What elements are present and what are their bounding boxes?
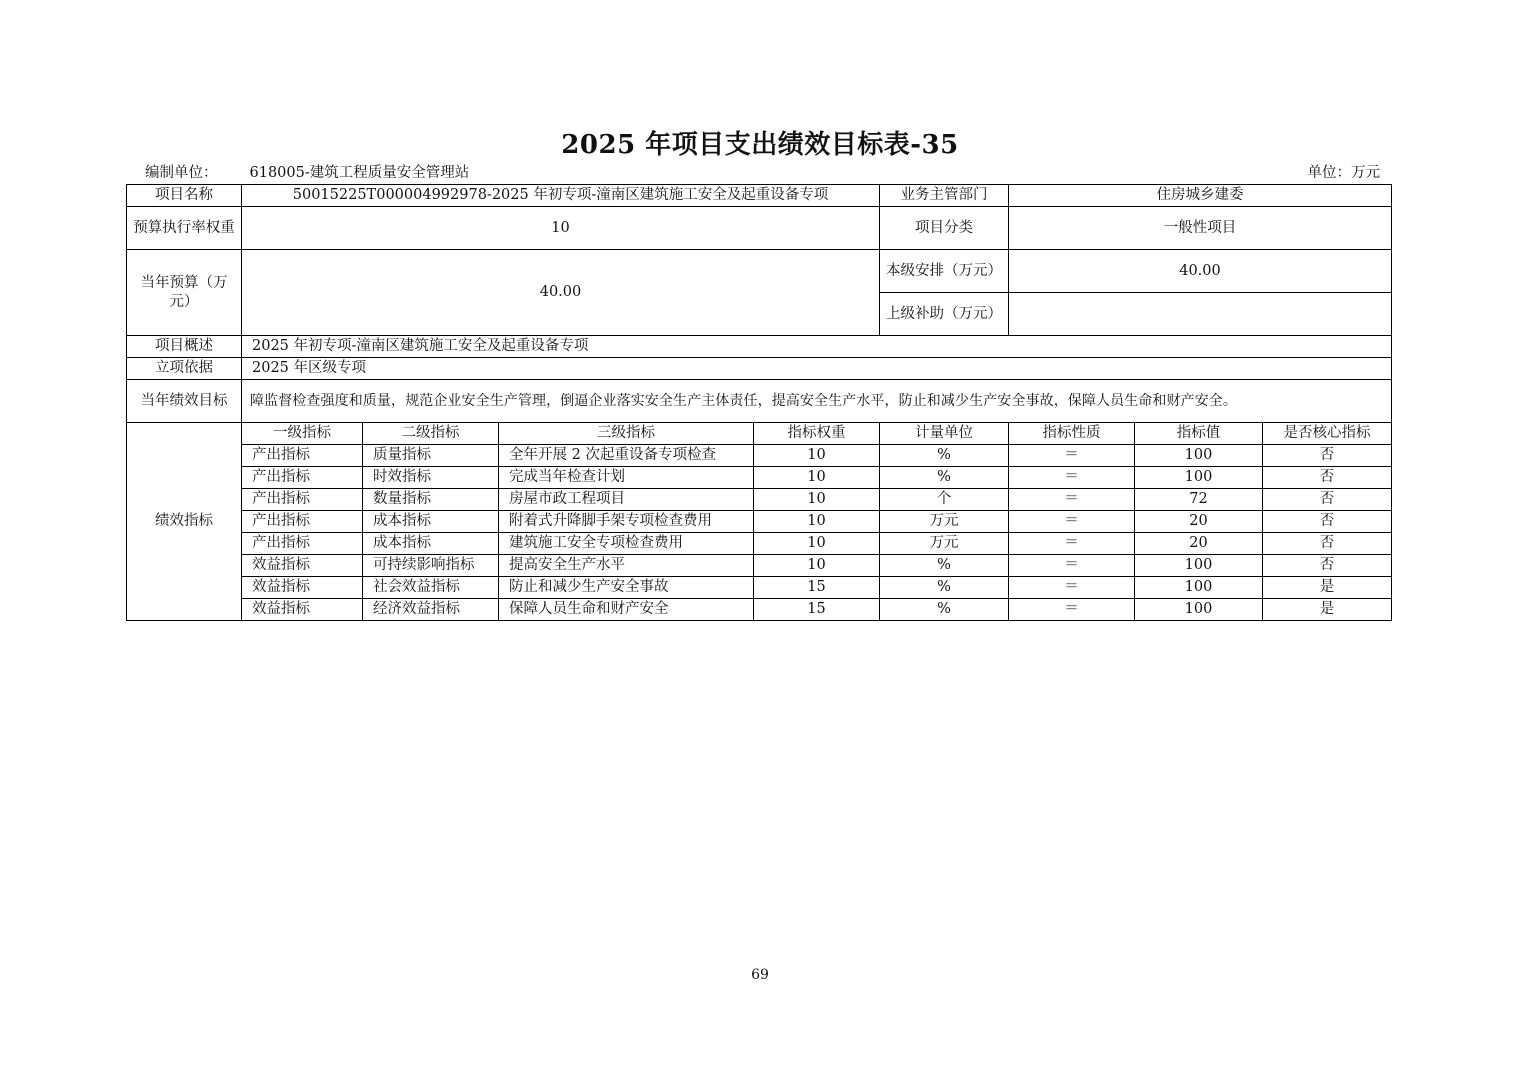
indicator-nature: ＝ xyxy=(1009,467,1135,489)
indicator-weight: 15 xyxy=(754,599,880,621)
goal-label: 当年绩效目标 xyxy=(127,380,242,423)
level3-indicator: 保障人员生命和财产安全 xyxy=(499,599,754,621)
indicator-value: 72 xyxy=(1135,489,1263,511)
indicator-nature: ＝ xyxy=(1009,555,1135,577)
overview-label: 项目概述 xyxy=(127,336,242,358)
indicator-column-header: 二级指标 xyxy=(363,423,499,445)
level3-indicator: 提高安全生产水平 xyxy=(499,555,754,577)
indicator-value: 100 xyxy=(1135,555,1263,577)
level1-indicator: 产出指标 xyxy=(242,489,363,511)
level2-indicator: 成本指标 xyxy=(363,511,499,533)
indicator-header-row xyxy=(127,423,1392,445)
level1-indicator: 效益指标 xyxy=(242,599,363,621)
level3-indicator: 全年开展 2 次起重设备专项检查 xyxy=(499,445,754,467)
indicator-row xyxy=(127,489,1392,511)
indicator-weight: 15 xyxy=(754,577,880,599)
page-title: 2025 年项目支出绩效目标表-35 xyxy=(561,130,959,160)
superior-subsidy-value xyxy=(1009,293,1392,336)
indicator-row xyxy=(127,467,1392,489)
org-line xyxy=(145,164,469,182)
level3-indicator: 建筑施工安全专项检查费用 xyxy=(499,533,754,555)
org-value: 618005-建筑工程质量安全管理站 xyxy=(249,165,470,181)
level2-indicator: 成本指标 xyxy=(363,533,499,555)
indicator-value: 20 xyxy=(1135,511,1263,533)
is-core-indicator: 否 xyxy=(1263,489,1392,511)
local-arrangement-value: 40.00 xyxy=(1009,250,1392,293)
org-label: 编制单位： xyxy=(145,165,218,181)
weight-label: 预算执行率权重 xyxy=(127,207,242,250)
level1-indicator: 效益指标 xyxy=(242,555,363,577)
level2-indicator: 经济效益指标 xyxy=(363,599,499,621)
indicator-nature: ＝ xyxy=(1009,577,1135,599)
measure-unit: 万元 xyxy=(880,511,1009,533)
indicator-column-header: 指标权重 xyxy=(754,423,880,445)
is-core-indicator: 否 xyxy=(1263,555,1392,577)
superior-subsidy-label: 上级补助（万元） xyxy=(880,293,1009,336)
goal-value: 障监督检查强度和质量，规范企业安全生产管理，倒逼企业落实安全生产主体责任，提高安全生产水平，防止和减少生产安全事故，保障人员生命和财产安全。 xyxy=(242,380,1392,423)
indicator-column-header: 指标性质 xyxy=(1009,423,1135,445)
indicator-row xyxy=(127,555,1392,577)
level1-indicator: 产出指标 xyxy=(242,511,363,533)
category-value: 一般性项目 xyxy=(1009,207,1392,250)
budget-label: 当年预算（万元） xyxy=(127,250,242,336)
level3-indicator: 房屋市政工程项目 xyxy=(499,489,754,511)
weight-value: 10 xyxy=(242,207,880,250)
indicator-weight: 10 xyxy=(754,489,880,511)
indicator-nature: ＝ xyxy=(1009,489,1135,511)
indicator-nature: ＝ xyxy=(1009,599,1135,621)
budget-value: 40.00 xyxy=(242,250,880,336)
basis-value: 2025 年区级专项 xyxy=(242,358,1392,380)
is-core-indicator: 否 xyxy=(1263,445,1392,467)
indicator-row xyxy=(127,599,1392,621)
measure-unit: % xyxy=(880,577,1009,599)
indicator-weight: 10 xyxy=(754,533,880,555)
level2-indicator: 质量指标 xyxy=(363,445,499,467)
indicator-value: 100 xyxy=(1135,445,1263,467)
measure-unit: % xyxy=(880,555,1009,577)
level1-indicator: 产出指标 xyxy=(242,467,363,489)
level3-indicator: 完成当年检查计划 xyxy=(499,467,754,489)
measure-unit: % xyxy=(880,445,1009,467)
indicator-row xyxy=(127,533,1392,555)
level1-indicator: 效益指标 xyxy=(242,577,363,599)
basis-label: 立项依据 xyxy=(127,358,242,380)
level3-indicator: 防止和减少生产安全事故 xyxy=(499,577,754,599)
indicator-value: 20 xyxy=(1135,533,1263,555)
measure-unit: 个 xyxy=(880,489,1009,511)
level1-indicator: 产出指标 xyxy=(242,445,363,467)
indicator-value: 100 xyxy=(1135,577,1263,599)
is-core-indicator: 否 xyxy=(1263,511,1392,533)
is-core-indicator: 是 xyxy=(1263,599,1392,621)
indicator-weight: 10 xyxy=(754,445,880,467)
indicator-nature: ＝ xyxy=(1009,511,1135,533)
indicator-weight: 10 xyxy=(754,555,880,577)
measure-unit: 万元 xyxy=(880,533,1009,555)
indicator-column-header: 三级指标 xyxy=(499,423,754,445)
indicator-column-header: 一级指标 xyxy=(242,423,363,445)
indicator-row xyxy=(127,445,1392,467)
indicator-nature: ＝ xyxy=(1009,533,1135,555)
indicator-column-header: 是否核心指标 xyxy=(1263,423,1392,445)
level2-indicator: 时效指标 xyxy=(363,467,499,489)
level2-indicator: 社会效益指标 xyxy=(363,577,499,599)
indicator-column-header: 计量单位 xyxy=(880,423,1009,445)
overview-value: 2025 年初专项-潼南区建筑施工安全及起重设备专项 xyxy=(242,336,1392,358)
unit-label: 单位：万元 xyxy=(1307,165,1380,181)
project-name-label: 项目名称 xyxy=(127,185,242,207)
measure-unit: % xyxy=(880,599,1009,621)
indicator-value: 100 xyxy=(1135,467,1263,489)
indicator-value: 100 xyxy=(1135,599,1263,621)
level1-indicator: 产出指标 xyxy=(242,533,363,555)
indicator-nature: ＝ xyxy=(1009,445,1135,467)
level3-indicator: 附着式升降脚手架专项检查费用 xyxy=(499,511,754,533)
level2-indicator: 可持续影响指标 xyxy=(363,555,499,577)
indicator-row xyxy=(127,577,1392,599)
indicator-row xyxy=(127,511,1392,533)
dept-value: 住房城乡建委 xyxy=(1009,185,1392,207)
page-number: 69 xyxy=(751,967,769,983)
performance-table xyxy=(126,184,1392,621)
indicator-column-header: 指标值 xyxy=(1135,423,1263,445)
dept-label: 业务主管部门 xyxy=(880,185,1009,207)
is-core-indicator: 是 xyxy=(1263,577,1392,599)
indicator-weight: 10 xyxy=(754,467,880,489)
level2-indicator: 数量指标 xyxy=(363,489,499,511)
project-name-value: 50015225T000004992978-2025 年初专项-潼南区建筑施工安全及起重设备专项 xyxy=(242,185,880,207)
is-core-indicator: 否 xyxy=(1263,533,1392,555)
measure-unit: % xyxy=(880,467,1009,489)
category-label: 项目分类 xyxy=(880,207,1009,250)
is-core-indicator: 否 xyxy=(1263,467,1392,489)
local-arrangement-label: 本级安排（万元） xyxy=(880,250,1009,293)
indicator-weight: 10 xyxy=(754,511,880,533)
indicator-section-label: 绩效指标 xyxy=(127,423,242,621)
